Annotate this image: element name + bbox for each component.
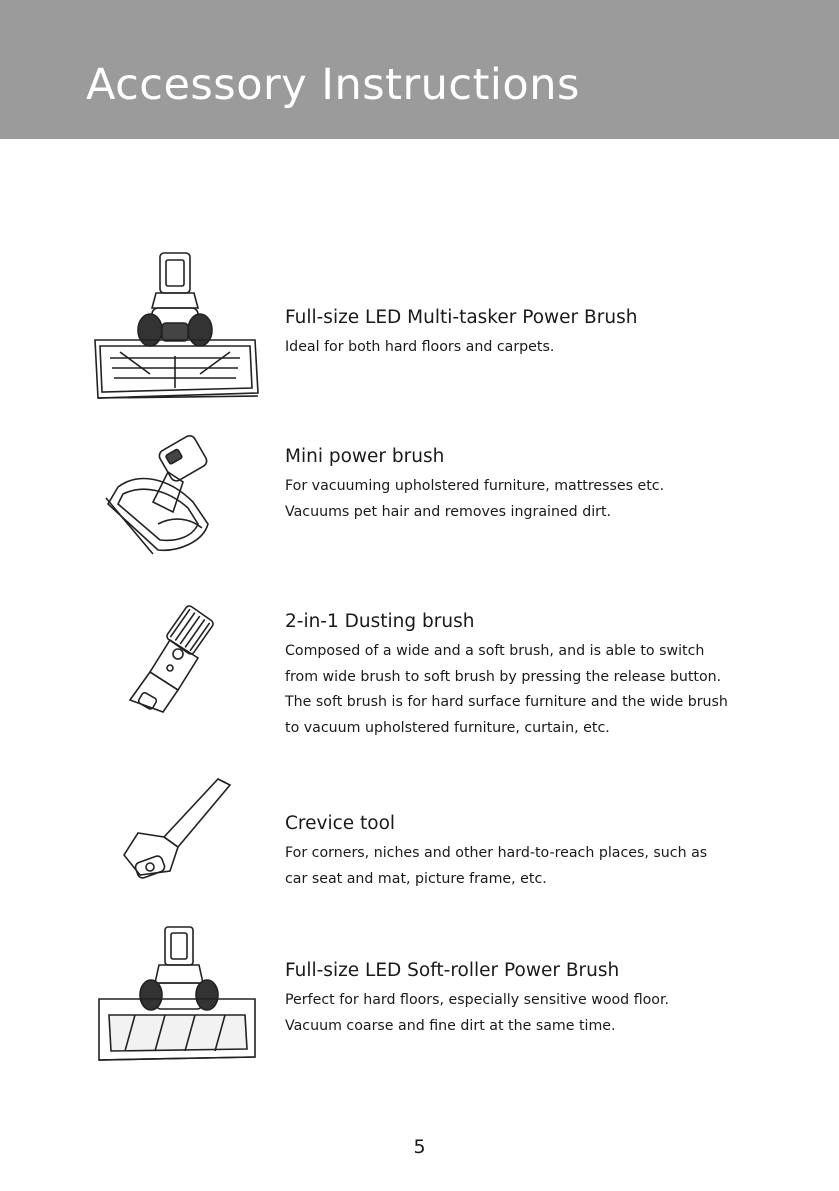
dusting-brush-icon — [118, 600, 223, 720]
accessory-description-line: car seat and mat, picture frame, etc. — [285, 870, 547, 887]
accessory-title: 2-in-1 Dusting brush — [285, 611, 475, 632]
accessory-title: Mini power brush — [285, 446, 445, 467]
accessory-title: Full-size LED Multi-tasker Power Brush — [285, 307, 638, 328]
accessory-description-line: Vacuum coarse and fine dirt at the same time. — [285, 1017, 616, 1034]
accessory-text — [285, 813, 755, 892]
page-title: Accessory Instructions — [86, 60, 580, 110]
accessory-description-line: For vacuuming upholstered furniture, mattresses etc. — [285, 478, 665, 494]
accessory-description-line: from wide brush to soft brush by pressing the release button. — [285, 668, 722, 685]
accessory-text — [285, 611, 755, 741]
accessory-description-line: Perfect for hard floors, especially sensitive wood floor. — [285, 992, 670, 1008]
accessory-text — [285, 446, 755, 525]
accessory-title: Full-size LED Soft-roller Power Brush — [285, 960, 620, 981]
soft-roller-brush-icon — [95, 925, 260, 1065]
accessory-text — [285, 307, 755, 361]
power-brush-icon — [90, 248, 260, 406]
crevice-tool-icon — [118, 775, 240, 887]
accessory-description-line: Vacuums pet hair and removes ingrained dirt. — [285, 503, 612, 520]
accessory-description-line: Ideal for both hard floors and carpets. — [285, 339, 555, 355]
accessory-description-line: to vacuum upholstered furniture, curtain, etc. — [285, 719, 610, 736]
mini-brush-icon — [98, 432, 223, 562]
accessory-text — [285, 960, 755, 1039]
accessory-description-line: The soft brush is for hard surface furniture and the wide brush — [285, 694, 728, 710]
accessory-title: Crevice tool — [285, 813, 396, 834]
accessory-description-line: For corners, niches and other hard-to-reach places, such as — [285, 845, 708, 861]
accessory-description-line: Composed of a wide and a soft brush, and is able to switch — [285, 643, 705, 659]
page-number: 5 — [413, 1136, 426, 1158]
page-header — [0, 0, 839, 139]
